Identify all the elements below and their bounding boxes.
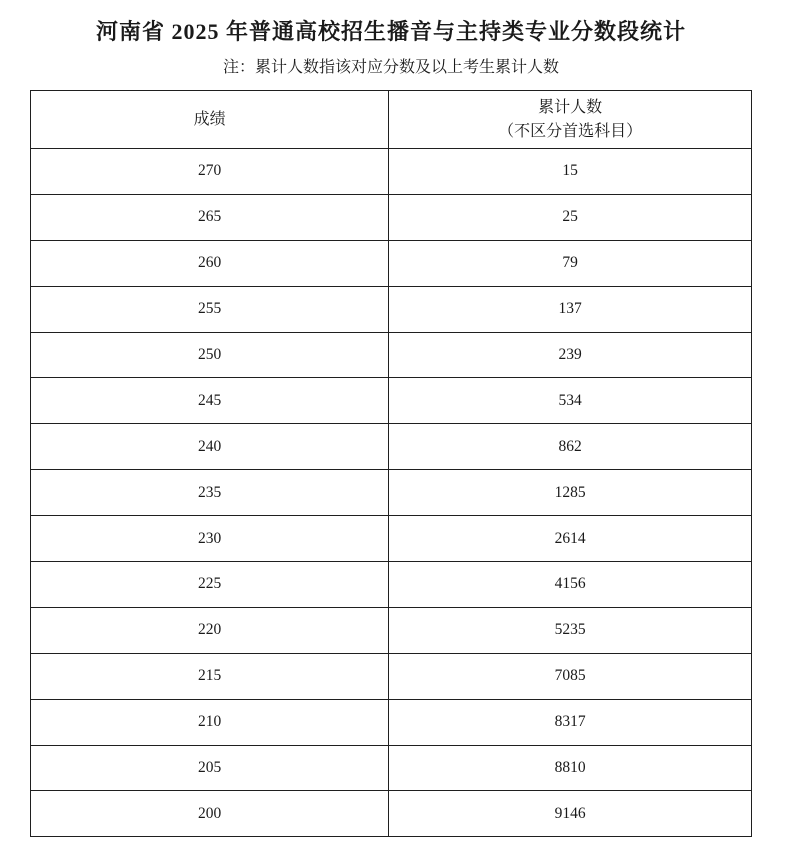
page-note: 注：累计人数指该对应分数及以上考生累计人数 bbox=[222, 59, 559, 76]
count-cell: 8810 bbox=[389, 745, 752, 791]
score-cell: 225 bbox=[31, 562, 389, 608]
table-row bbox=[31, 424, 752, 470]
score-cell: 265 bbox=[31, 194, 389, 240]
score-cell: 260 bbox=[31, 240, 389, 286]
count-cell: 2614 bbox=[389, 516, 752, 562]
score-cell: 235 bbox=[31, 470, 389, 516]
count-cell: 7085 bbox=[389, 653, 752, 699]
score-cell: 220 bbox=[31, 607, 389, 653]
table-row bbox=[31, 745, 752, 791]
table-row bbox=[31, 562, 752, 608]
count-cell: 862 bbox=[389, 424, 752, 470]
column-header-score: 成绩 bbox=[31, 91, 389, 149]
table-row bbox=[31, 470, 752, 516]
count-cell: 8317 bbox=[389, 699, 752, 745]
count-cell: 25 bbox=[389, 194, 752, 240]
score-cell: 230 bbox=[31, 516, 389, 562]
count-cell: 534 bbox=[389, 378, 752, 424]
column-header-count-line2: （不区分首选科目） bbox=[498, 122, 643, 140]
score-cell: 240 bbox=[31, 424, 389, 470]
page-title: 河南省 2025 年普通高校招生播音与主持类专业分数段统计 bbox=[95, 19, 686, 44]
table-row bbox=[31, 332, 752, 378]
table-row bbox=[31, 653, 752, 699]
score-cell: 215 bbox=[31, 653, 389, 699]
header-row bbox=[31, 91, 752, 149]
count-cell: 15 bbox=[389, 149, 752, 195]
score-cell: 270 bbox=[31, 149, 389, 195]
column-header-count bbox=[389, 91, 752, 149]
table-row bbox=[31, 194, 752, 240]
column-header-count-line1: 累计人数 bbox=[538, 98, 603, 116]
count-cell: 1285 bbox=[389, 470, 752, 516]
table-row bbox=[31, 378, 752, 424]
table-row bbox=[31, 149, 752, 195]
score-cell: 200 bbox=[31, 791, 389, 837]
count-cell: 9146 bbox=[389, 791, 752, 837]
table-row bbox=[31, 699, 752, 745]
score-table bbox=[30, 90, 752, 837]
table-row bbox=[31, 516, 752, 562]
score-cell: 245 bbox=[31, 378, 389, 424]
score-cell: 210 bbox=[31, 699, 389, 745]
score-cell: 250 bbox=[31, 332, 389, 378]
count-cell: 137 bbox=[389, 286, 752, 332]
score-table-body bbox=[31, 149, 752, 837]
table-row bbox=[31, 240, 752, 286]
count-cell: 4156 bbox=[389, 562, 752, 608]
score-cell: 255 bbox=[31, 286, 389, 332]
count-cell: 79 bbox=[389, 240, 752, 286]
table-row bbox=[31, 607, 752, 653]
table-row bbox=[31, 286, 752, 332]
document-content bbox=[30, 0, 752, 837]
score-cell: 205 bbox=[31, 745, 389, 791]
table-row bbox=[31, 791, 752, 837]
count-cell: 5235 bbox=[389, 607, 752, 653]
score-table-header bbox=[31, 91, 752, 149]
count-cell: 239 bbox=[389, 332, 752, 378]
